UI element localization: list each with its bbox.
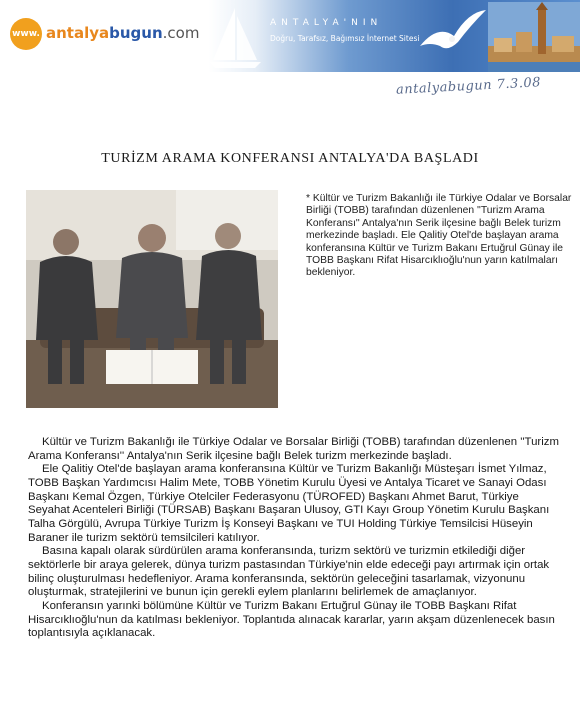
- logo-antalya: antalya: [46, 24, 110, 42]
- logo-wordmark: [46, 24, 199, 42]
- logo-bugun: bugun: [109, 24, 163, 42]
- paragraph: Kültür ve Turizm Bakanlığı ile Türkiye Odalar ve Borsalar Birliği (TOBB) tarafından düzenlenen ''Turizm Arama Konferansı'' Antalya'nın Serik ilçesine bağlı Belek turizm merkezinde başladı.: [28, 436, 559, 462]
- handwritten-note: antalyabugun 7.3.08: [395, 75, 542, 98]
- logo-com: .com: [162, 24, 200, 42]
- paragraph: Ele Qalitiy Otel'de başlayan arama konferansına Kültür ve Turizm Bakanlığı Müsteşarı İsmet Yılmaz, TOBB Başkan Yardımcısı Halim Mete, TOBB Yönetim Kurulu Üyesi ve Antalya Ticaret ve Sanayi Odası Başkanı Kemal Özgen, Türkiye Otelciler Federasyonu (TÜROFED) Başkanı Ahmet Barut, Türkiye Seyahat Acenteleri Birliği (TÜRSAB) Başkanı Başaran Ulusoy, GTI Kayı Group Yönetim Kurulu Başkanı Talha Görgülü, Avrupa Türkiye Turizm İş Konseyi Başkanı ve TUI Holding Türkiye Temsilcisi Hüseyin Baraner ile turizm sektörü temsilcileri katılıyor.: [28, 463, 550, 544]
- article-summary: * Kültür ve Turizm Bakanlığı ile Türkiye Odalar ve Borsalar Birliği (TOBB) tarafından düzenlenen ''Turizm Arama Konferansı'' Antalya'nın Serik ilçesine bağlı Belek turizm merkezinde başladı. Ele Qalitiy Otel'de başlayan arama konferansına Kültür ve Turizm Bakanı Ertuğrul Günay ile TOBB Başkanı Rifat Hisarcıklıoğlu'nun yarın katılmaları bekleniyor.: [306, 193, 572, 279]
- seagull-icon: [418, 6, 488, 66]
- sailboat-icon: [205, 6, 265, 70]
- tagline-title: ANTALYA'NIN: [270, 18, 383, 28]
- site-banner: [0, 0, 580, 72]
- antalya-town-icon: [488, 2, 580, 72]
- paragraph: Basına kapalı olarak sürdürülen arama konferansında, turizm sektörü ve turizmin etkilediği diğer sektörlerle bir araya gelerek, dünya turizm pastasından Türkiye'nin elde edeceği payı artırmak için ortak bilinç oluşturulması hedefleniyor. Arama konferansında, sektörün geleceğini tasarlamak, vizyonunu oluşturmak, stratejilerini ve bunun için gerekli eylem planlarını belirlemek de amaçlanıyor.: [28, 545, 550, 599]
- tagline-subtitle: Doğru, Tarafsız, Bağımsız İnternet Sitesi: [270, 34, 420, 43]
- logo-www-badge: www.: [10, 18, 42, 50]
- site-logo[interactable]: [10, 18, 210, 50]
- article-photo: [26, 190, 278, 408]
- three-men-seated-photo: [26, 190, 278, 408]
- article-body: [28, 436, 562, 641]
- article-headline: TURİZM ARAMA KONFERANSI ANTALYA'DA BAŞLADI: [101, 151, 479, 166]
- paragraph: Konferansın yarınki bölümüne Kültür ve Turizm Bakanı Ertuğrul Günay ile TOBB Başkanı Rifat Hisarcıklıoğlu'nun da katılması bekleniyor. Toplantıda alınacak kararlar, yarın akşam düzenlenecek basın toplantısıyla açıklanacak.: [28, 599, 555, 640]
